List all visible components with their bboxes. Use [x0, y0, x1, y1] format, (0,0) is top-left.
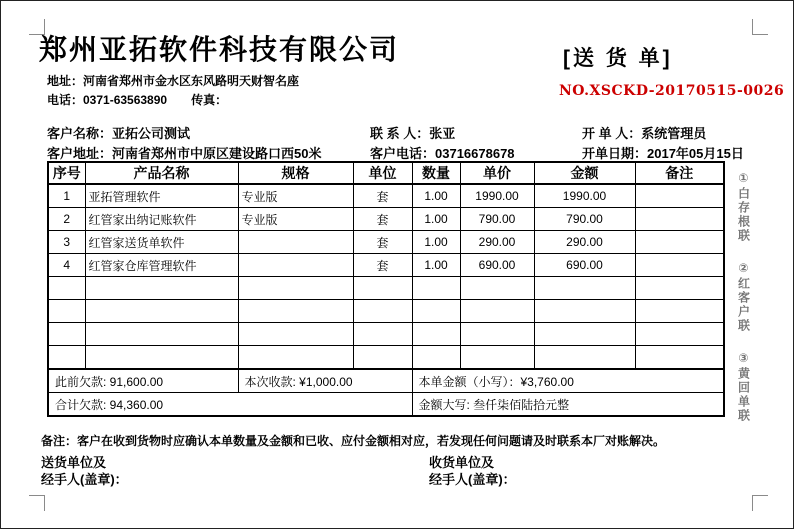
table-cell: 红管家仓库管理软件 — [85, 254, 238, 277]
contact-person: 联 系 人：张亚 — [370, 126, 456, 141]
table-cell — [412, 277, 460, 300]
table-cell: 1.00 — [412, 184, 460, 208]
table-cell: 套 — [353, 254, 412, 277]
table-cell: 3 — [48, 231, 85, 254]
table-cell — [635, 346, 724, 370]
table-cell — [238, 277, 353, 300]
table-cell — [635, 254, 724, 277]
table-cell: 790.00 — [460, 208, 534, 231]
table-cell: 690.00 — [460, 254, 534, 277]
items-table — [47, 161, 725, 417]
doc-type-title: [送 货 单] — [563, 47, 673, 70]
stub-white-copy: ①白存根联 — [736, 171, 751, 243]
table-cell — [85, 277, 238, 300]
company-address: 地址：河南省郑州市金水区东风路明天财智名座 — [47, 74, 300, 88]
table-cell — [412, 300, 460, 323]
company-fax: 传真： — [191, 93, 228, 107]
table-row — [48, 184, 724, 208]
table-cell: 1 — [48, 184, 85, 208]
table-cell — [412, 323, 460, 346]
table-header-row — [48, 162, 724, 184]
order-clerk: 开 单 人：系统管理员 — [582, 126, 707, 141]
corner-mark-bottom-right — [752, 495, 768, 511]
table-cell: 亚拓管理软件 — [85, 184, 238, 208]
column-header: 规格 — [238, 162, 353, 184]
summary-row-1 — [48, 369, 724, 393]
table-cell: 690.00 — [534, 254, 635, 277]
table-cell: 1990.00 — [460, 184, 534, 208]
table-cell — [48, 300, 85, 323]
table-cell: 套 — [353, 231, 412, 254]
table-cell: 专业版 — [238, 208, 353, 231]
sender-unit-label: 送货单位及 — [41, 455, 107, 470]
table-cell: 专业版 — [238, 184, 353, 208]
column-header: 备注 — [635, 162, 724, 184]
table-cell — [238, 231, 353, 254]
order-amount-words: 金额大写: 叁仟柒佰陆拾元整 — [412, 393, 724, 417]
stub-red-copy: ②红客户联 — [736, 261, 751, 333]
table-cell: 4 — [48, 254, 85, 277]
table-cell: 1.00 — [412, 231, 460, 254]
table-cell — [534, 277, 635, 300]
receiver-signature-block — [429, 454, 516, 488]
table-cell — [534, 300, 635, 323]
company-phone-row — [47, 91, 227, 108]
total-debt: 合计欠款: 94,360.00 — [48, 393, 412, 417]
customer-phone: 客户电话：03716678678 — [370, 146, 515, 161]
table-cell: 790.00 — [534, 208, 635, 231]
table-cell — [353, 346, 412, 370]
document-number: NO.XSCKD-20170515-0026 — [559, 83, 785, 99]
column-header: 产品名称 — [85, 162, 238, 184]
table-cell — [353, 323, 412, 346]
payment-received: 本次收款: ¥1,000.00 — [238, 369, 412, 393]
table-cell: 1.00 — [412, 208, 460, 231]
table-cell: 1990.00 — [534, 184, 635, 208]
table-cell — [353, 277, 412, 300]
table-cell — [353, 300, 412, 323]
column-header: 数量 — [412, 162, 460, 184]
items-table-header — [48, 162, 724, 184]
corner-mark-bottom-left — [29, 495, 45, 511]
company-name: 郑州亚拓软件科技有限公司 — [39, 34, 400, 65]
table-cell — [635, 300, 724, 323]
table-cell: 套 — [353, 208, 412, 231]
table-cell — [460, 300, 534, 323]
table-cell: 2 — [48, 208, 85, 231]
table-cell — [238, 323, 353, 346]
table-cell — [412, 346, 460, 370]
table-cell — [635, 277, 724, 300]
table-cell — [534, 323, 635, 346]
table-row — [48, 231, 724, 254]
table-cell — [48, 346, 85, 370]
table-cell — [238, 300, 353, 323]
table-cell — [460, 323, 534, 346]
table-cell — [534, 346, 635, 370]
column-header: 金额 — [534, 162, 635, 184]
order-amount-numeric: 本单金额（小写）：¥3,760.00 — [412, 369, 724, 393]
remarks-note: 备注：客户在收到货物时应确认本单数量及金额和已收、应付金额相对应，若发现任何问题请及时联系本厂对账解决。 — [41, 434, 666, 448]
table-row — [48, 254, 724, 277]
company-phone: 电话：0371-63563890 — [47, 93, 168, 107]
table-cell: 290.00 — [534, 231, 635, 254]
previous-debt: 此前欠款: 91,600.00 — [48, 369, 238, 393]
table-cell: 红管家送货单软件 — [85, 231, 238, 254]
order-date: 开单日期：2017年05月15日 — [582, 146, 744, 161]
corner-mark-top-right — [752, 19, 768, 35]
column-header: 序号 — [48, 162, 85, 184]
table-cell — [460, 277, 534, 300]
sender-signature-block — [41, 454, 128, 488]
table-cell — [48, 323, 85, 346]
table-cell — [635, 231, 724, 254]
table-cell: 290.00 — [460, 231, 534, 254]
receiver-unit-label: 收货单位及 — [429, 455, 495, 470]
table-cell — [635, 208, 724, 231]
table-cell: 红管家出纳记账软件 — [85, 208, 238, 231]
table-cell — [460, 346, 534, 370]
stub-yellow-copy: ③黄回单联 — [736, 351, 751, 423]
table-row — [48, 208, 724, 231]
table-cell — [635, 323, 724, 346]
summary-row-2 — [48, 393, 724, 417]
table-row — [48, 300, 724, 323]
copy-stub-labels — [734, 171, 754, 423]
column-header: 单价 — [460, 162, 534, 184]
customer-address: 客户地址：河南省郑州市中原区建设路口西50米 — [47, 146, 322, 161]
table-cell — [85, 346, 238, 370]
table-cell — [85, 300, 238, 323]
table-row — [48, 346, 724, 370]
column-header: 单位 — [353, 162, 412, 184]
customer-name: 客户名称：亚拓公司测试 — [47, 126, 191, 141]
table-cell — [635, 184, 724, 208]
table-cell — [238, 254, 353, 277]
receiver-handler-label: 经手人(盖章)： — [429, 472, 516, 487]
table-cell — [85, 323, 238, 346]
table-cell: 套 — [353, 184, 412, 208]
table-cell: 1.00 — [412, 254, 460, 277]
sender-handler-label: 经手人(盖章)： — [41, 472, 128, 487]
table-row — [48, 277, 724, 300]
table-cell — [238, 346, 353, 370]
table-cell — [48, 277, 85, 300]
table-row — [48, 323, 724, 346]
